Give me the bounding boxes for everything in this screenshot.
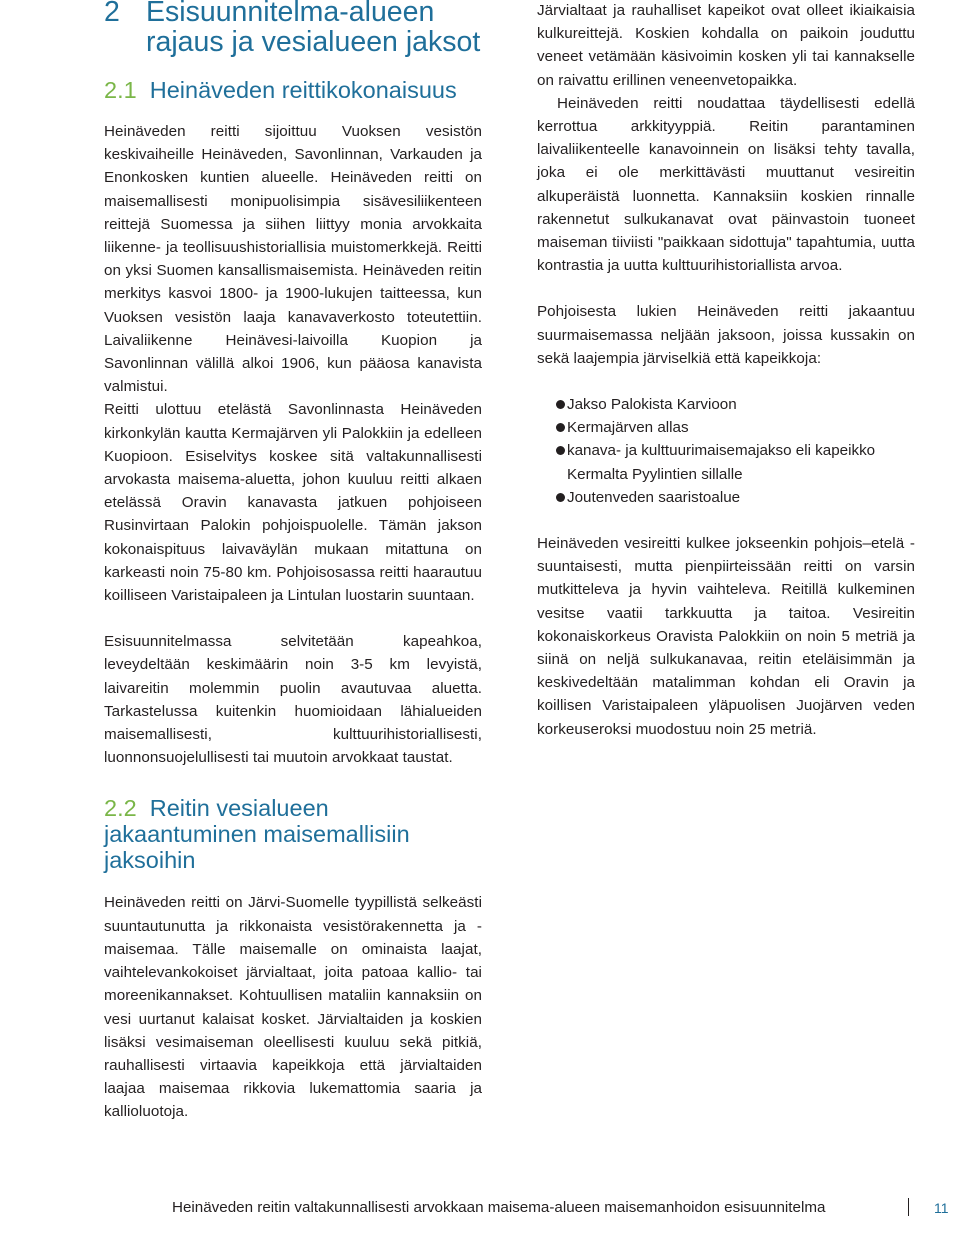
list-item [537, 416, 915, 439]
list-item [537, 486, 915, 509]
subsection-number: 2.1 [104, 77, 137, 103]
subsection-heading-2 [104, 795, 482, 873]
bullet-icon [556, 423, 565, 432]
page-number: 11 [934, 1200, 949, 1216]
paragraph: Heinäveden reitti on Järvi-Suomelle tyypillistä selkeästi suuntautunutta ja rikkonaista vesistörakennetta ja -maisemaa. Tälle maisemalle on ominaista laajat, vaihtelevankokoiset järvialtaat, joita patoaa kallio- tai moreenikannakset. Kohtuullisen mataliin kannaksiin on vesi uurtanut kalaisat kosket. Järvialtaiden ja koskien lisäksi vesimaiseman oleellisesti kuuluu sekä pitkiä, rauhallisesti virtaavia kapeikkoja että järvialtaiden laajaa maisemaa rikkovia lukemattomia saaria ja kallioluotoja. [104, 894, 482, 1121]
subsection-number: 2.2 [104, 795, 137, 822]
section-heading [104, 0, 482, 57]
list-item-label: Kermajärven allas [567, 419, 689, 437]
paragraph: Reitti ulottuu etelästä Savonlinnasta Heinäveden kirkonkylän kautta Kermajärven yli Palokkiin ja edelleen Kuopioon. Esiselvitys koskee sitä valtakunnallisesti arvokasta maisema-aluetta, johon kuuluu reitti alkaen etelässä Oravin kanavasta jatkuen pohjoiseen Rusinvirtaan Palokin pohjoispuolelle. Tämän jakson kokonaispituus laivaväylän mukaan mitattuna on karkeasti noin 75-80 km. Pohjoisosassa reitti haarautuu koilliseen Varistaipaleen ja Lintulan luostarin suuntaan. [104, 401, 482, 605]
page-footer [172, 1196, 952, 1220]
left-column [104, 0, 482, 1124]
paragraph: Heinäveden vesireitti kulkee jokseenkin pohjois–etelä -suuntaisesti, mutta pienpiirteissään reitti on varsin mutkitteleva ja hyvin vaihteleva. Reitillä kulkeminen vesitse vaatii tarkkuutta ja taitoa. Vesireitin kokonaiskorkeus Oravista Palokkiin on noin 5 metriä ja siinä on neljä sulkukanavaa, reitin eteläisimmän ja keskivedeltään matalimman kohdan eli Oravin ja koillisen Varistaipaleen yläpuolisen Juojärven veden korkeuseroksi muodostuu noin 25 metriä. [537, 535, 915, 738]
list-item-label: Jakso Palokista Karvioon [567, 396, 737, 414]
subsection-title: Heinäveden reittikokonaisuus [149, 77, 457, 103]
bullet-icon [556, 446, 565, 455]
bullet-icon [556, 493, 565, 502]
list-item-label: Joutenveden saaristoalue [567, 488, 741, 506]
footer-title: Heinäveden reitin valtakunnallisesti arvokkaan maisema-alueen maisemanhoidon esisuunnitelma [172, 1199, 826, 1216]
list-item [537, 439, 915, 485]
paragraph: Heinäveden reitti sijoittuu Vuoksen vesistön keskivaiheille Heinäveden, Savonlinnan, Varkauden ja Enonkosken kuntien alueelle. Heinäveden reitti on maisemallisesti monipuolisimpia sisävesiliikenteen reittejä Suomessa ja siihen liittyy monia arvokkaita liikenne- ja teollisuushistoriallisia muistomerkkejä. Reitti on yksi Suomen kansallismaisemista. Heinäveden reitin merkitys kasvoi 1800- ja 1900-lukujen taitteessa, kun Vuoksen vesistön laaja kanavaverkosto toteutettiin. Laivaliikenne Heinävesi-laivoilla Kuopion ja Savonlinnan välillä alkoi 1906, kun pääosa kanavista valmistui. [104, 123, 482, 396]
section-number: 2 [104, 0, 120, 28]
jakso-list [537, 393, 915, 509]
paragraph: Heinäveden reitti noudattaa täydellisesti edellä kerrottua arkkityyppiä. Reitin parantaminen laivaliikenteelle kanavoinnein on lisäksi tehty tavalla, joka ei ole merkittävästi muuttanut vesireitin alkuperäistä luonnetta. Kannaksiin koskien rinnalle rakennetut sulkukanavat ovat päinvastoin tuoneet maiseman tiiviisti "paikkaan sidottuja" tapahtumia, uutta kontrastia ja uutta kulttuurihistoriallista arvoa. [537, 94, 915, 275]
paragraph: Pohjoisesta lukien Heinäveden reitti jakaantuu suurmaisemassa neljään jaksoon, joissa kussakin on sekä laajempia järviselkiä että kapeikkoja: [537, 303, 915, 367]
footer-divider [908, 1198, 909, 1216]
subsection-title: Reitin vesialueen jakaantuminen maisemallisiin jaksoihin [104, 795, 410, 874]
list-item-label: kanava- ja kulttuurimaisemajakso eli kapeikko Kermalta Pyylintien sillalle [567, 442, 876, 483]
paragraph: Järvialtaat ja rauhalliset kapeikot ovat olleet ikiaikaisia kulkureittejä. Koskien kohdalla on paikoin jouduttu veneet vetämään käsivoimin kosken yli tai kannakselle on raivattu erillinen veneenvetopaikka. [537, 2, 915, 89]
section-title: Esisuunnitelma-alueen rajaus ja vesialueen jaksot [146, 0, 481, 58]
subsection-heading-1 [104, 77, 482, 103]
list-item [537, 393, 915, 416]
right-column [537, 0, 915, 741]
bullet-icon [556, 400, 565, 409]
paragraph: Esisuunnitelmassa selvitetään kapeahkoa, leveydeltään keskimäärin noin 3-5 km levyistä, laivareitin molemmin puolin avautuvaa aluetta. Tarkastelussa kuitenkin huomioidaan lähialueiden maisemallisesti, kulttuurihistoriallisesti, luonnonsuojelullisesti tai muutoin arvokkaat taustat. [104, 633, 482, 767]
